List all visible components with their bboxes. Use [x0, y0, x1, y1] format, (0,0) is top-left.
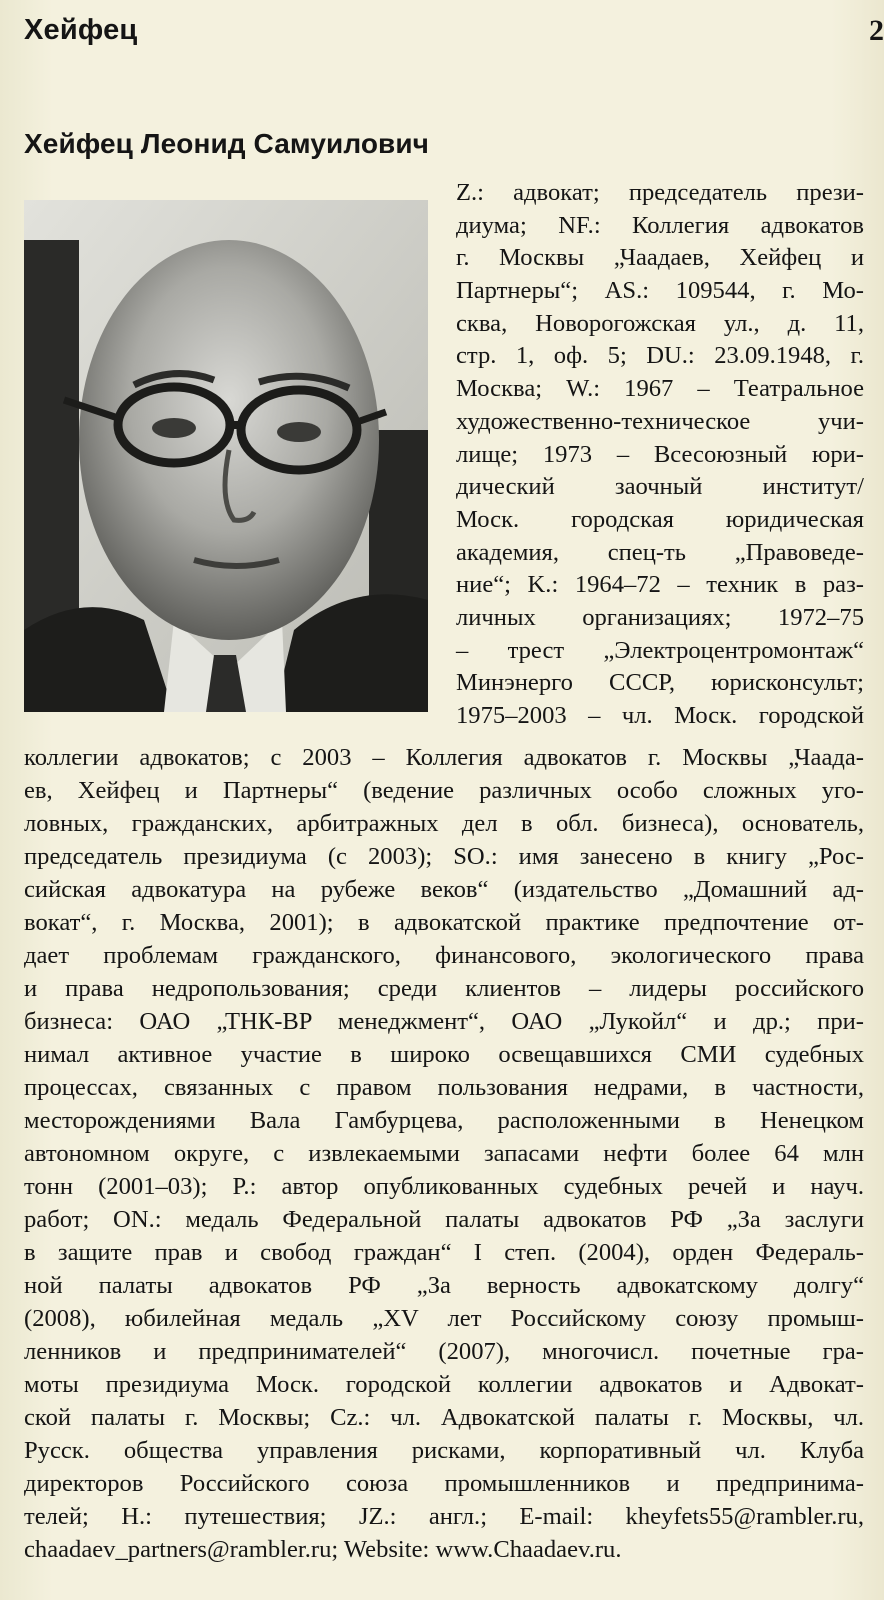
text-line: диума; NF.: Коллегия адвокатов	[456, 211, 864, 239]
text-line: г. Москвы „Чаадаев, Хейфец и	[456, 244, 864, 272]
entry-text-full-width	[24, 741, 864, 1566]
text-line: ев, Хейфец и Партнеры“ (ведение различных особо сложных уго-	[24, 777, 864, 804]
portrait-photo	[24, 200, 428, 712]
text-line: коллегии адвокатов; с 2003 – Коллегия адвокатов г. Москвы „Чаада-	[24, 744, 864, 771]
text-line: месторождениями Вала Гамбурцева, расположенными в Ненецком	[24, 1107, 864, 1134]
text-line: chaadaev_partners@rambler.ru; Website: www.Chaadaev.ru.	[24, 1536, 622, 1563]
text-line: ленников и предпринимателей“ (2007), многочисл. почетные гра-	[24, 1338, 864, 1365]
text-line: стр. 1, оф. 5; DU.: 23.09.1948, г.	[456, 342, 864, 370]
text-line: председатель президиума (с 2003); SO.: имя занесено в книгу „Рос-	[24, 843, 864, 870]
text-line: дает проблемам гражданского, финансового, экологического права	[24, 942, 864, 969]
text-line: Z.: адвокат; председатель прези-	[456, 179, 864, 206]
text-line: ние“; K.: 1964–72 – техник в раз-	[456, 571, 864, 599]
text-line: процессах, связанных с правом пользования недрами, в частности,	[24, 1074, 864, 1101]
text-line: директоров Российского союза промышленников и предпринима-	[24, 1470, 864, 1497]
text-line: Москва; W.: 1967 – Театральное	[456, 375, 864, 403]
text-line: Партнеры“; AS.: 109544, г. Мо-	[456, 277, 864, 305]
text-line: 1975–2003 – чл. Моск. городской	[456, 702, 864, 729]
text-line: ской палаты г. Москвы; Cz.: чл. Адвокатской палаты г. Москвы, чл.	[24, 1404, 864, 1431]
entry-title: Хейфец Леонид Самуилович	[24, 128, 430, 159]
text-line: Русск. общества управления рисками, корпоративный чл. Клуба	[24, 1437, 864, 1464]
text-line: – трест „Электроцентромонтаж“	[456, 636, 864, 664]
text-line: вокат“, г. Москва, 2001); в адвокатской практике предпочтение от-	[24, 909, 864, 936]
text-line: художественно-техническое учи-	[456, 407, 864, 435]
text-line: личных организациях; 1972–75	[456, 603, 864, 631]
text-line: Минэнерго СССР, юрисконсульт;	[456, 669, 864, 697]
text-line: сийская адвокатура на рубеже веков“ (издательство „Домашний ад-	[24, 876, 864, 903]
text-line: бизнеса: ОАО „ТНК-BP менеджмент“, ОАО „Лукойл“ и др.; при-	[24, 1008, 864, 1035]
entry-text-beside-photo	[456, 177, 864, 733]
text-line: в защите прав и свобод граждан“ I степ. (2004), орден Федераль-	[24, 1239, 864, 1266]
text-line: дический заочный институт/	[456, 473, 864, 501]
text-line: тонн (2001–03); P.: автор опубликованных судебных речей и науч.	[24, 1173, 864, 1200]
text-line: сква, Новорогожская ул., д. 11,	[456, 309, 864, 337]
text-line: нимал активное участие в широко освещавшихся СМИ судебных	[24, 1041, 864, 1068]
text-line: академия, спец-ть „Правоведе-	[456, 538, 864, 566]
text-line: работ; ON.: медаль Федеральной палаты адвокатов РФ „За заслуги	[24, 1206, 864, 1233]
text-line: (2008), юбилейная медаль „XV лет Российскому союзу промыш-	[24, 1305, 864, 1332]
portrait-image	[24, 200, 428, 712]
text-line: лище; 1973 – Всесоюзный юри-	[456, 440, 864, 468]
text-line: автономном округе, с извлекаемыми запасами нефти более 64 млн	[24, 1140, 864, 1167]
text-line: и права недропользования; среди клиентов – лидеры российского	[24, 975, 864, 1002]
page-number: 2	[869, 14, 884, 47]
text-line: моты президиума Моск. городской коллегии адвокатов и Адвокат-	[24, 1371, 864, 1398]
text-line: Моск. городская юридическая	[456, 505, 864, 533]
text-line: телей; H.: путешествия; JZ.: англ.; E-mail: kheyfets55@rambler.ru,	[24, 1503, 864, 1530]
running-head: Хейфец	[24, 14, 138, 46]
text-line: ловных, гражданских, арбитражных дел в обл. бизнеса), основатель,	[24, 810, 864, 837]
text-line: ной палаты адвокатов РФ „За верность адвокатскому долгу“	[24, 1272, 864, 1299]
